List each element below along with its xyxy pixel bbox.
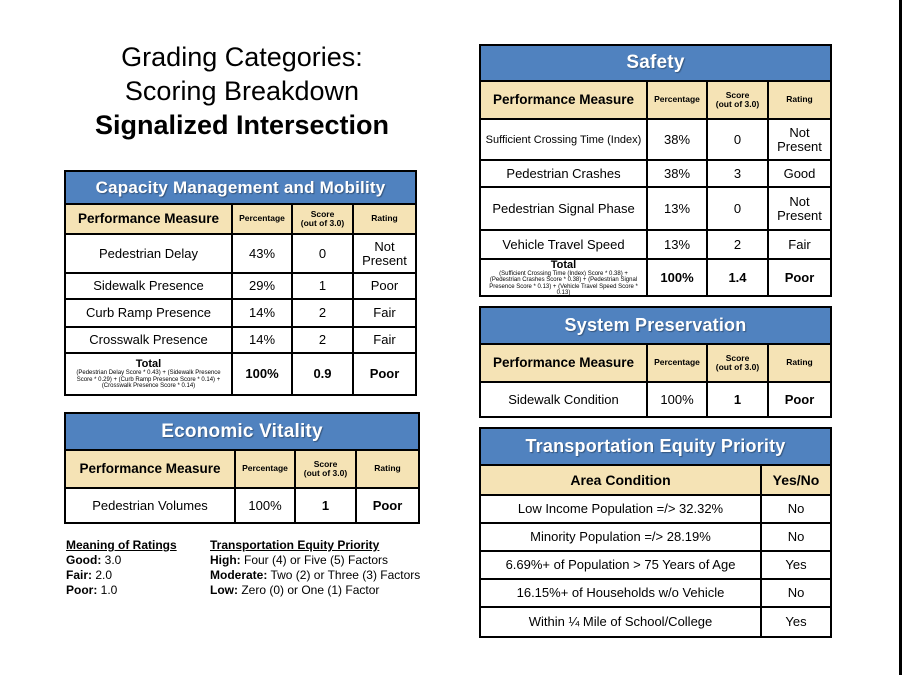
page-title [64,40,420,142]
table-cell-score: 2 [708,231,769,260]
table-cell-percentage: 43% [233,235,293,274]
ratings-legend [66,538,177,598]
equity-table-title: Transportation Equity Priority [481,429,830,466]
table-cell-score: 0 [708,120,769,161]
table-cell-rating: Good [769,161,830,188]
title-line-3: Signalized Intersection [94,110,390,140]
score-header-line2: (out of 3.0) [715,99,760,109]
equity-header-yesno: Yes/No [762,466,830,496]
economic-table-title: Economic Vitality [66,414,418,451]
preservation-header-rating: Rating [769,345,830,383]
table-cell-measure: Curb Ramp Presence [66,300,233,328]
legend-line: Low: Zero (0) or One (1) Factor [210,583,380,597]
total-cell-score: 0.9 [293,354,354,394]
table-cell-score: 3 [708,161,769,188]
table-cell-rating: Not Present [354,235,415,274]
capacity-table [64,170,417,396]
score-header-line2: (out of 3.0) [300,218,345,228]
preservation-table-title: System Preservation [481,308,830,345]
score-header-line2: (out of 3.0) [715,362,760,372]
legend-line: Moderate: Two (2) or Three (3) Factors [210,568,421,582]
legend-line: Fair: 2.0 [66,568,113,582]
table-cell-measure: Crosswalk Presence [66,328,233,354]
safety-header-score [708,82,769,120]
table-cell-condition: 6.69%+ of Population > 75 Years of Age [481,552,762,580]
ratings-legend-title: Meaning of Ratings [66,538,177,552]
table-cell-condition: Low Income Population =/> 32.32% [481,496,762,524]
legend-line: Good: 3.0 [66,553,122,567]
score-header-line2: (out of 3.0) [303,468,348,478]
table-cell-measure: Vehicle Travel Speed [481,231,648,260]
table-cell-condition: 16.15%+ of Households w/o Vehicle [481,580,762,608]
table-cell-rating: Not Present [769,120,830,161]
total-formula: (Pedestrian Delay Score * 0.43) + (Sidewalk Presence Score * 0.29) + (Curb Ramp Presence Score * 0.14) + (Crosswalk Presence Score * 0.14) [76,370,221,390]
table-cell-percentage: 13% [648,231,708,260]
total-label: Total [550,258,577,271]
economic-table [64,412,420,524]
preservation-header-percentage: Percentage [648,345,708,383]
table-cell-percentage: 13% [648,188,708,231]
score-header-line1: Score [313,458,338,469]
equity-legend-title: Transportation Equity Priority [210,538,380,552]
table-cell-yesno: No [762,580,830,608]
table-cell-rating: Poor [769,383,830,416]
table-cell-rating: Fair [354,300,415,328]
table-cell-percentage: 14% [233,328,293,354]
table-cell-measure: Pedestrian Crashes [481,161,648,188]
capacity-header-score [293,205,354,235]
table-cell-yesno: No [762,524,830,552]
equity-table [479,427,832,638]
capacity-header-percentage: Percentage [233,205,293,235]
economic-header-measure: Performance Measure [66,451,236,489]
table-cell-yesno: Yes [762,608,830,636]
safety-header-percentage: Percentage [648,82,708,120]
table-cell-rating: Not Present [769,188,830,231]
total-cell-label [481,260,648,295]
table-cell-percentage: 14% [233,300,293,328]
table-cell-rating: Fair [354,328,415,354]
table-cell-condition: Within ¼ Mile of School/College [481,608,762,636]
table-cell-score: 1 [296,489,357,522]
table-cell-measure: Sidewalk Condition [481,383,648,416]
safety-table [479,44,832,297]
table-cell-measure: Pedestrian Delay [66,235,233,274]
table-cell-percentage: 100% [648,383,708,416]
table-cell-yesno: No [762,496,830,524]
score-header-line1: Score [310,208,335,219]
score-header-line1: Score [725,89,750,100]
preservation-header-score [708,345,769,383]
table-cell-percentage: 38% [648,120,708,161]
table-cell-score: 0 [293,235,354,274]
table-cell-score: 2 [293,300,354,328]
total-formula: (Sufficient Crossing Time (Index) Score * 0.38) + (Pedestrian Crashes Score * 0.38) + (Pedestrian Signal Presence Score * 0.13) + (Vehicle Travel Speed Score * 0.13) [489,270,638,296]
table-cell-measure: Pedestrian Volumes [66,489,236,522]
table-cell-measure: Sufficient Crossing Time (Index) [481,120,648,161]
score-header-line1: Score [725,352,750,363]
table-cell-score: 1 [293,274,354,300]
table-cell-percentage: 100% [236,489,296,522]
preservation-header-measure: Performance Measure [481,345,648,383]
total-cell-rating: Poor [354,354,415,394]
title-line-1: Grading Categories: [121,42,363,72]
total-cell-percentage: 100% [233,354,293,394]
safety-header-rating: Rating [769,82,830,120]
total-label: Total [135,358,162,371]
capacity-table-title: Capacity Management and Mobility [66,172,415,205]
equity-legend [210,538,420,598]
total-cell-percentage: 100% [648,260,708,295]
table-cell-rating: Fair [769,231,830,260]
table-cell-score: 1 [708,383,769,416]
capacity-header-rating: Rating [354,205,415,235]
legend-line: High: Four (4) or Five (5) Factors [210,553,389,567]
table-cell-measure: Pedestrian Signal Phase [481,188,648,231]
table-cell-measure: Sidewalk Presence [66,274,233,300]
table-cell-percentage: 38% [648,161,708,188]
table-cell-score: 2 [293,328,354,354]
equity-header-condition: Area Condition [481,466,762,496]
safety-header-measure: Performance Measure [481,82,648,120]
total-cell-rating: Poor [769,260,830,295]
capacity-header-measure: Performance Measure [66,205,233,235]
economic-header-rating: Rating [357,451,418,489]
economic-header-score [296,451,357,489]
table-cell-rating: Poor [357,489,418,522]
total-cell-score: 1.4 [708,260,769,295]
table-cell-condition: Minority Population =/> 28.19% [481,524,762,552]
table-cell-rating: Poor [354,274,415,300]
economic-header-percentage: Percentage [236,451,296,489]
safety-table-title: Safety [481,46,830,82]
preservation-table [479,306,832,418]
table-cell-score: 0 [708,188,769,231]
table-cell-yesno: Yes [762,552,830,580]
table-cell-percentage: 29% [233,274,293,300]
title-line-2: Scoring Breakdown [124,76,360,106]
legend-line: Poor: 1.0 [66,583,118,597]
total-cell-label [66,354,233,394]
